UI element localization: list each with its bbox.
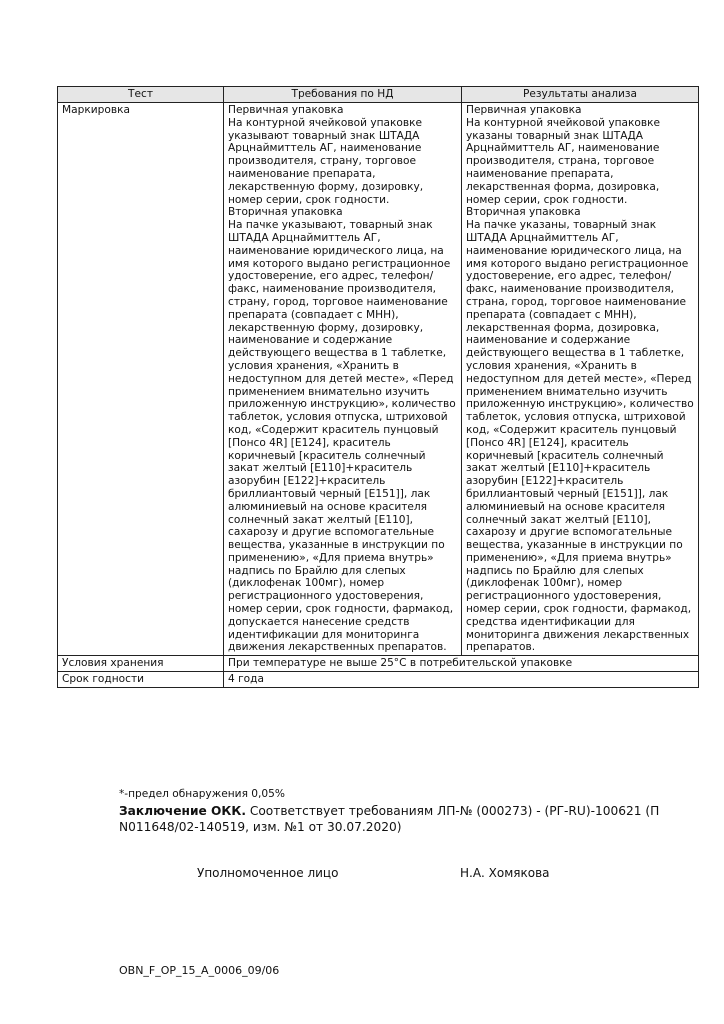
requirements-secondary-title: Вторичная упаковка — [228, 206, 343, 219]
requirements-primary-title: Первичная упаковка — [228, 104, 344, 116]
signatory-name: Н.А. Хомякова — [460, 866, 550, 880]
test-name-shelf-life: Срок годности — [58, 672, 224, 688]
results-labeling — [462, 103, 699, 656]
table-row-shelf-life — [58, 672, 699, 688]
detection-limit-footnote: *-предел обнаружения 0,05% — [119, 788, 285, 800]
analysis-table — [57, 86, 699, 688]
header-test: Тест — [58, 87, 224, 103]
storage-value: При температуре не выше 25°C в потребительской упаковке — [224, 656, 699, 672]
header-results: Результаты анализа — [462, 87, 699, 103]
requirements-labeling — [224, 103, 462, 656]
shelf-life-value: 4 года — [224, 672, 699, 688]
conclusion-text: Соответствует требованиям ЛП-№ (000273) - (РГ-RU)-100621 (П N011648/02-140519, изм. №1 от 30.07.2020) — [119, 804, 660, 834]
test-name-storage: Условия хранения — [58, 656, 224, 672]
table-row-storage — [58, 656, 699, 672]
test-name-labeling: Маркировка — [58, 103, 224, 656]
conclusion-label: Заключение ОКК. — [119, 804, 246, 818]
requirements-secondary-text: На пачке указывают, товарный знак ШТАДА Арцнаймиттель АГ, наименование юридического лица, на имя которого выдано регистрационное удостоверение, его адрес, телефон/факс, наименование производителя, страну, город, торговое наименование препарата (совпадает с МНН), лекарственную форму, дозировку, наименование и содержание действующего вещества в 1 таблетке, условия хранения, «Хранить в недоступном для детей месте», «Перед применением внимательно изучить приложенную инструкцию», количество таблеток, условия отпуска, штриховой код, «Содержит краситель пунцовый [Понсо 4R] [E124], краситель коричневый [краситель солнечный закат желтый [E110]+краситель азорубин [E122]+краситель бриллиантовый черный [E151]], лак алюминиевый на основе красителя солнечный закат желтый [E110], сахарозу и другие вспомогательные вещества, указанные в инструкции по применению», «Для приема внутрь» надпись по Брайлю для слепых (диклофенак 100мг), номер регистрационного удостоверения, номер серии, срок годности, фармакод, допускается нанесение средств идентификации для мониторинга движения лекарственных препаратов. — [228, 219, 456, 654]
qc-conclusion — [119, 803, 679, 835]
document-code: OBN_F_OP_15_A_0006_09/06 — [119, 964, 280, 977]
header-requirements: Требования по НД — [224, 87, 462, 103]
table-header-row — [58, 87, 699, 103]
results-primary-title: Первичная упаковка — [466, 104, 582, 116]
results-secondary-text: На пачке указаны, товарный знак ШТАДА Арцнаймиттель АГ, наименование юридического лица, на имя которого выдано регистрационное удостоверение, его адрес, телефон/факс, наименование производителя, страна, город, торговое наименование препарата (совпадает с МНН), лекарственная форма, дозировка, наименование и содержание действующего вещества в 1 таблетке, условия хранения, «Хранить в недоступном для детей месте», «Перед применением внимательно изучить приложенную инструкцию», количество таблеток, условия отпуска, штриховой код, «Содержит краситель пунцовый [Понсо 4R] [E124], краситель коричневый [краситель солнечный закат желтый [E110]+краситель азорубин [E122]+краситель бриллиантовый черный [E151]], лак алюминиевый на основе красителя солнечный закат желтый [E110], сахарозу и другие вспомогательные вещества, указанные в инструкции по применению», «Для приема внутрь» надпись по Брайлю для слепых (диклофенак 100мг), номер регистрационного удостоверения, номер серии, срок годности, фармакод, средства идентификации для мониторинга движения лекарственных препаратов. — [466, 219, 694, 654]
results-primary-text: На контурной ячейковой упаковке указаны товарный знак ШТАДА Арцнаймиттель АГ, наименование производителя, страна, торговое наименование препарата, лекарственная форма, дозировка, номер серии, срок годности. — [466, 116, 661, 206]
results-secondary-title: Вторичная упаковка — [466, 206, 581, 219]
signatory-role: Уполномоченное лицо — [197, 866, 339, 880]
requirements-primary-text: На контурной ячейковой упаковке указывают товарный знак ШТАДА Арцнаймиттель АГ, наименование производителя, страну, торговое наименование препарата, лекарственную форму, дозировку, номер серии, срок годности. — [228, 116, 424, 206]
table-row-labeling — [58, 103, 699, 656]
